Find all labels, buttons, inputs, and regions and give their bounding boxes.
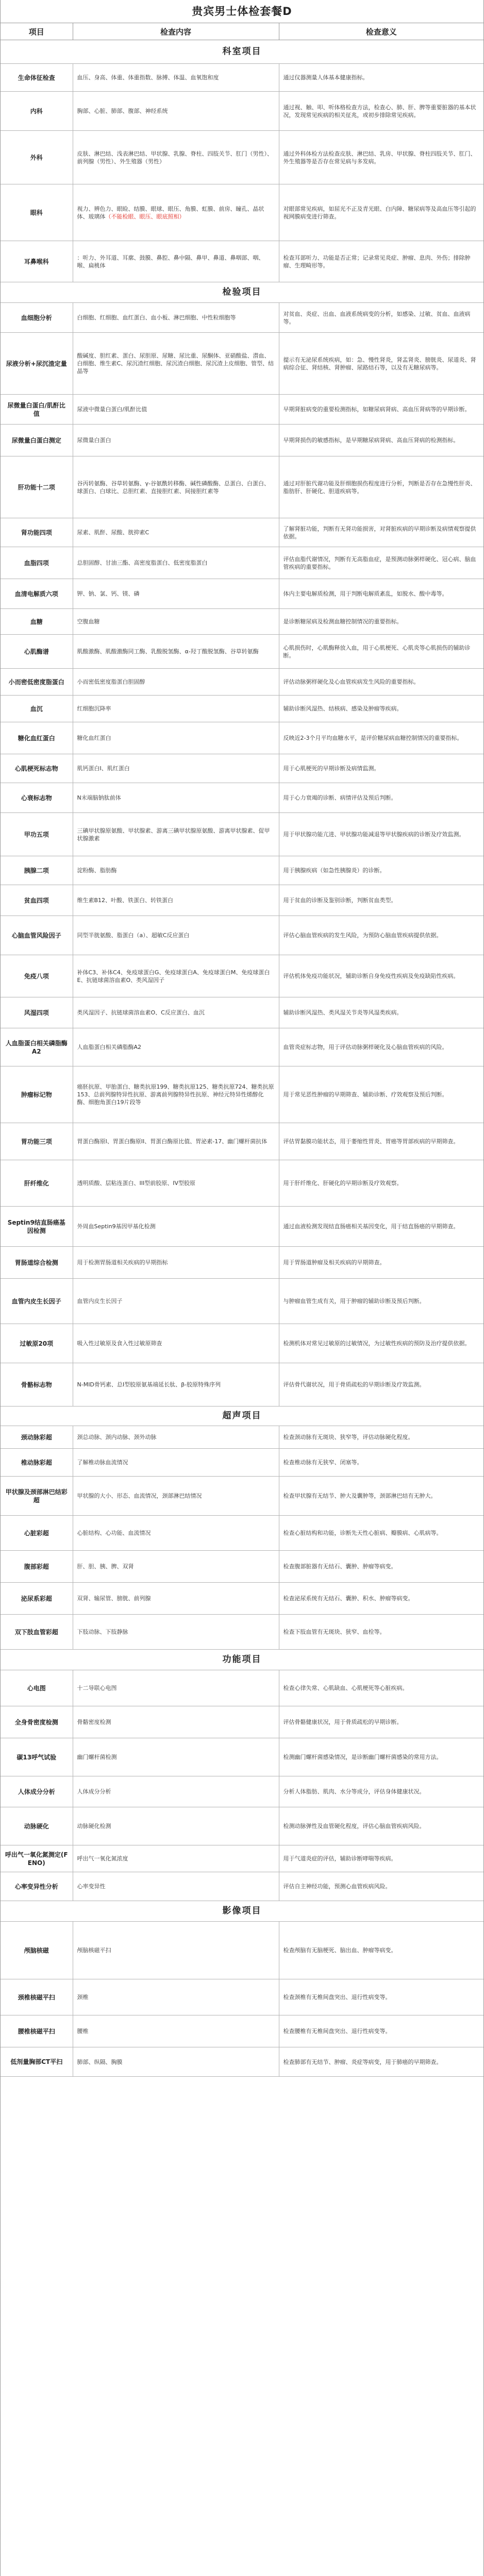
item-meaning: 评估胃黏膜功能状态，用于萎缩性胃炎、胃癌等胃部疾病的早期筛查。: [279, 1123, 483, 1160]
item-content: 尿素、肌酐、尿酸、胱抑素C: [77, 529, 149, 536]
item-name: 低剂量胸部CT平扫: [1, 2047, 73, 2077]
table-row: [1, 241, 483, 282]
item-content-cell: [73, 547, 279, 579]
item-meaning: 早期肾损伤的敏感指标，是早期糖尿病肾病、高血压肾病的检测指标。: [279, 425, 483, 456]
item-meaning: 体内主要电解质检测，用于判断电解质紊乱，如脱水、酸中毒等。: [279, 579, 483, 609]
item-name: 尿微量白蛋白测定: [1, 425, 73, 456]
item-name: 双下肢血管彩超: [1, 1615, 73, 1650]
item-content: 尿微量白蛋白: [77, 437, 111, 444]
item-content: 小而密低密度脂蛋白胆固醇: [77, 679, 145, 685]
item-meaning: 用于心力衰竭的诊断、病情评估及预后判断。: [279, 783, 483, 813]
item-content: 心脏结构、心功能、血流情况: [77, 1530, 151, 1536]
item-content: 三碘甲状腺原氨酸、甲状腺素、游离三碘甲状腺原氨酸、游离甲状腺素、促甲状腺激素: [77, 827, 270, 842]
item-name: 心脑血管风险因子: [1, 916, 73, 955]
item-name: 碳13呼气试验: [1, 1738, 73, 1776]
table-row: [1, 1207, 483, 1247]
item-name: 内科: [1, 92, 73, 131]
table-row: [1, 1922, 483, 1979]
section-title: 超声项目: [1, 1406, 483, 1426]
table-row: [1, 696, 483, 722]
item-meaning: 辅助诊断风湿热、结核病、感染及肿瘤等疾病。: [279, 696, 483, 722]
item-meaning: 了解肾脏功能，判断有无肾功能损害，对肾脏疾病的早期诊断及病情观察提供依据。: [279, 518, 483, 547]
item-content-cell: [73, 1028, 279, 1066]
item-meaning: 评估血脂代谢情况，判断有无高脂血症，是预测动脉粥样硬化、冠心病、脑血管疾病的重要指标。: [279, 547, 483, 579]
table-row: [1, 1776, 483, 1807]
item-content: 透明质酸、层粘连蛋白、III型前胶原、IV型胶原: [77, 1180, 196, 1187]
item-name: 椎动脉彩超: [1, 1449, 73, 1477]
item-name: Septin9结直肠癌基因检测: [1, 1207, 73, 1247]
item-meaning: 心肌损伤时，心肌酶释放入血，用于心肌梗死、心肌炎等心肌损伤的辅助诊断。: [279, 635, 483, 669]
item-content-cell: [73, 722, 279, 754]
item-name: 肝功能十二项: [1, 456, 73, 518]
item-name: 腹部彩超: [1, 1551, 73, 1583]
item-meaning: 检测动脉弹性及血管硬化程度，评估心脑血管疾病风险。: [279, 1807, 483, 1845]
table-row: [1, 1807, 483, 1845]
item-meaning: 分析人体脂肪、肌肉、水分等成分，评估身体健康状况。: [279, 1776, 483, 1807]
table-row: [1, 2015, 483, 2047]
item-content: 谷丙转氨酶、谷草转氨酶、γ-谷氨酰转移酶、碱性磷酸酶、总蛋白、白蛋白、球蛋白、白球比、总胆红素、直接胆红素、间接胆红素等: [77, 480, 270, 495]
table-row: [1, 333, 483, 395]
item-content: 癌胚抗原、甲胎蛋白、糖类抗原199、糖类抗原125、糖类抗原724、糖类抗原153、总前列腺特异性抗原、游离前列腺特异性抗原、神经元特异性烯醇化酶、细胞角蛋白19片段等: [77, 1083, 274, 1106]
item-content-cell: [73, 885, 279, 916]
table-row: [1, 1738, 483, 1776]
item-meaning: 用于贫血的诊断及鉴别诊断，判断贫血类型。: [279, 885, 483, 916]
item-content: 腰椎: [77, 2028, 89, 2035]
table-row: [1, 1066, 483, 1123]
table-row: [1, 1363, 483, 1406]
item-content: 颅脑核磁平扫: [77, 1947, 111, 1954]
item-content-cell: [73, 1207, 279, 1247]
item-meaning: 通过视、触、叩、听体格检查方法，检查心、肺、肝、脾等重要脏器的基本状况，发现常见疾病的相关征兆，或初步排除常见疾病。: [279, 92, 483, 131]
item-content: 外周血Septin9基因甲基化检测: [77, 1223, 156, 1230]
table-row: [1, 813, 483, 856]
item-name: 外科: [1, 131, 73, 184]
item-content-cell: [73, 1160, 279, 1207]
item-meaning: 检查颅脑有无脑梗死、脑出血、肿瘤等病变。: [279, 1922, 483, 1979]
table-row: [1, 955, 483, 997]
item-content: ：听力、外耳道、耳廓、鼓膜、鼻腔、鼻中隔、鼻甲、鼻道、鼻咽部、咽、喉、扁桃体: [77, 254, 264, 269]
section-title: 功能项目: [1, 1650, 483, 1670]
table-row: [1, 1449, 483, 1477]
item-meaning: 早期肾脏病变的重要检测指标，如糖尿病肾病、高血压肾病等的早期诊断。: [279, 395, 483, 425]
table-row: [1, 1551, 483, 1583]
item-content-cell: [73, 1516, 279, 1551]
item-name: 胰腺二项: [1, 856, 73, 885]
item-meaning: 检测幽门螺杆菌感染情况，是诊断幽门螺杆菌感染的常用方法。: [279, 1738, 483, 1776]
item-content-cell: [73, 395, 279, 425]
item-name: 糖化血红蛋白: [1, 722, 73, 754]
item-meaning: 通过血液检测发现结直肠癌相关基因变化，用于结直肠癌的早期筛查。: [279, 1207, 483, 1247]
item-meaning: 用于心肌梗死的早期诊断及病情监测。: [279, 754, 483, 783]
table-row: [1, 885, 483, 916]
item-content: 幽门螺杆菌检测: [77, 1754, 117, 1760]
item-meaning: 血管炎症标志物，用于评估动脉粥样硬化及心脑血管疾病的风险。: [279, 1028, 483, 1066]
item-content: 人体成分分析: [77, 1788, 111, 1795]
section-header-row: [1, 1650, 483, 1670]
item-meaning: 检查肺部有无结节、肿瘤、炎症等病变，用于肺癌的早期筛查。: [279, 2047, 483, 2077]
item-content: 血压、身高、体重、体重指数、脉搏、体温、血氧饱和度: [77, 74, 219, 81]
table-row: [1, 1247, 483, 1279]
item-name: 肝纤维化: [1, 1160, 73, 1207]
item-name: 心肌酶谱: [1, 635, 73, 669]
header-meaning: 检查意义: [279, 23, 483, 40]
item-meaning: 评估动脉粥样硬化及心血管疾病发生风险的重要指标。: [279, 669, 483, 696]
item-content-cell: [73, 456, 279, 518]
item-meaning: 用于胰腺疾病（如急性胰腺炎）的诊断。: [279, 856, 483, 885]
table-row: [1, 1279, 483, 1324]
item-content-cell: [73, 1872, 279, 1901]
table-row: [1, 1160, 483, 1207]
item-name: 风湿四项: [1, 997, 73, 1028]
item-meaning: 通过仪器测量人体基本健康指标。: [279, 64, 483, 92]
header-item: 项目: [1, 23, 73, 40]
item-content: N末端脑钠肽前体: [77, 794, 121, 801]
table-row: [1, 1123, 483, 1160]
table-row: [1, 425, 483, 456]
item-content-cell: [73, 1807, 279, 1845]
item-name: 胃肠道综合检测: [1, 1247, 73, 1279]
item-content: 十二导联心电图: [77, 1685, 117, 1691]
item-content-cell: [73, 333, 279, 395]
item-name: 眼科: [1, 184, 73, 241]
item-content-cell: [73, 997, 279, 1028]
item-content-cell: [73, 184, 279, 241]
item-content-note: （不能检眼、眼压、眼底照相）: [105, 213, 185, 220]
table-row: [1, 131, 483, 184]
item-meaning: 检查颈椎有无椎间盘突出、退行性病变等。: [279, 1979, 483, 2015]
item-name: 心衰标志物: [1, 783, 73, 813]
table-row: [1, 635, 483, 669]
item-content: 肺部、纵隔、胸膜: [77, 2058, 123, 2065]
item-content: 皮肤、淋巴结、浅表淋巴结、甲状腺、乳腺、脊柱、四肢关节、肛门（男性）、前列腺（男性）、外生殖器（男性）: [77, 150, 273, 165]
item-name: 呼出气一氧化氮测定(FENO): [1, 1845, 73, 1872]
section-title: 影像项目: [1, 1901, 483, 1922]
item-name: 血清电解质六项: [1, 579, 73, 609]
item-meaning: 反映近2-3个月平均血糖水平，是评价糖尿病血糖控制情况的重要指标。: [279, 722, 483, 754]
item-meaning: 检查椎动脉有无狭窄、闭塞等。: [279, 1449, 483, 1477]
section-header-row: [1, 1406, 483, 1426]
table-row: [1, 609, 483, 635]
item-content: 钾、钠、氯、钙、镁、磷: [77, 590, 140, 597]
item-content: 胃蛋白酶原I、胃蛋白酶原II、胃蛋白酶原比值、胃泌素-17、幽门螺杆菌抗体: [77, 1138, 268, 1145]
table-row: [1, 997, 483, 1028]
table-row: [1, 1845, 483, 1872]
item-content-cell: [73, 1426, 279, 1449]
table-row: [1, 1872, 483, 1901]
item-content: 了解椎动脉血流情况: [77, 1459, 128, 1466]
item-content: 视力、辨色力、眼睑、结膜、眼球、眼压、角膜、虹膜、前房、瞳孔、晶状体、玻璃体: [77, 205, 264, 220]
item-meaning: 通过对肝脏代谢功能及肝细胞损伤程度进行分析，判断是否存在急慢性肝炎、脂肪肝、肝硬化、胆道疾病等。: [279, 456, 483, 518]
item-name: 颈椎核磁平扫: [1, 1979, 73, 2015]
item-content-cell: [73, 813, 279, 856]
item-meaning: 提示有无泌尿系统疾病，如：急、慢性肾炎，肾盂肾炎、膀胱炎、尿道炎、肾病综合征、肾结核、肾肿瘤、尿路结石等，以及有无糖尿病等。: [279, 333, 483, 395]
table-row: [1, 547, 483, 579]
item-content-cell: [73, 856, 279, 885]
table-row: [1, 1706, 483, 1738]
item-meaning: 评估心脑血管疾病的发生风险，为预防心脑血管疾病提供依据。: [279, 916, 483, 955]
item-meaning: 检查腰椎有无椎间盘突出、退行性病变等。: [279, 2015, 483, 2047]
item-name: 耳鼻喉科: [1, 241, 73, 282]
item-name: 尿微量白蛋白/肌酐比值: [1, 395, 73, 425]
table-row: [1, 669, 483, 696]
item-content-cell: [73, 609, 279, 635]
item-content-cell: [73, 1551, 279, 1583]
table-row: [1, 184, 483, 241]
item-name: 尿液分析+尿沉渣定量: [1, 333, 73, 395]
table-row: [1, 783, 483, 813]
item-meaning: 用于气道炎症的评估，辅助诊断哮喘等疾病。: [279, 1845, 483, 1872]
item-content-cell: [73, 518, 279, 547]
item-content-cell: [73, 1449, 279, 1477]
section-header-row: [1, 1901, 483, 1922]
item-meaning: 检查心脏结构和功能，诊断先天性心脏病、瓣膜病、心肌病等。: [279, 1516, 483, 1551]
item-meaning: 用于肝纤维化、肝硬化的早期诊断及疗效观察。: [279, 1160, 483, 1207]
item-content-cell: [73, 1324, 279, 1363]
item-content-cell: [73, 916, 279, 955]
item-content: 肌酸激酶、肌酸激酶同工酶、乳酸脱氢酶、α-羟丁酸脱氢酶、谷草转氨酶: [77, 648, 259, 655]
item-name: 血糖: [1, 609, 73, 635]
item-content: 同型半胱氨酸、脂蛋白（a）、超敏C反应蛋白: [77, 932, 190, 939]
item-content: 血管内皮生长因子: [77, 1298, 123, 1304]
item-content: 肝、胆、胰、脾、双肾: [77, 1563, 134, 1570]
table-row: [1, 754, 483, 783]
item-meaning: 辅助诊断风湿热、类风湿关节炎等风湿类疾病。: [279, 997, 483, 1028]
item-name: 肾功能四项: [1, 518, 73, 547]
item-name: 骨骼标志物: [1, 1363, 73, 1406]
item-content-cell: [73, 635, 279, 669]
item-meaning: 评估机体免疫功能状况，辅助诊断自身免疫性疾病及免疫缺陷性疾病。: [279, 955, 483, 997]
item-name: 泌尿系彩超: [1, 1583, 73, 1615]
item-name: 心肌梗死标志物: [1, 754, 73, 783]
item-content: 维生素B12、叶酸、铁蛋白、转铁蛋白: [77, 897, 174, 904]
item-content-cell: [73, 92, 279, 131]
item-name: 心率变异性分析: [1, 1872, 73, 1901]
item-content: 颈椎: [77, 1994, 89, 2001]
table-row: [1, 722, 483, 754]
item-name: 心脏彩超: [1, 1516, 73, 1551]
item-meaning: 检查腹部脏器有无结石、囊肿、肿瘤等病变。: [279, 1551, 483, 1583]
item-content-cell: [73, 1066, 279, 1123]
item-content: 尿液中微量白蛋白/肌酐比值: [77, 406, 147, 413]
item-content: 淀粉酶、脂肪酶: [77, 867, 117, 874]
section-header-row: [1, 282, 483, 303]
item-name: 人血脂蛋白相关磷脂酶A2: [1, 1028, 73, 1066]
item-content: 下肢动脉、下肢静脉: [77, 1629, 128, 1635]
item-meaning: 对贫血、炎症、出血、血液系统病变的分析，如感染、过敏、贫血、血液病等。: [279, 303, 483, 333]
table-row: [1, 579, 483, 609]
section-title: 科室项目: [1, 40, 483, 64]
table-row: [1, 92, 483, 131]
item-content: 糖化血红蛋白: [77, 735, 111, 741]
table-row: [1, 1477, 483, 1516]
table-row: [1, 2047, 483, 2077]
item-content-cell: [73, 1615, 279, 1650]
item-content: 用于检测胃肠道相关疾病的早期指标: [77, 1259, 168, 1266]
table-row: [1, 1583, 483, 1615]
item-content-cell: [73, 1583, 279, 1615]
item-name: 动脉硬化: [1, 1807, 73, 1845]
item-name: 血细胞分析: [1, 303, 73, 333]
item-content: 类风湿因子、抗链球菌溶血素O、C反应蛋白、血沉: [77, 1009, 205, 1016]
page-title: 贵宾男士体检套餐D: [1, 0, 483, 23]
item-name: 免疫八项: [1, 955, 73, 997]
item-content-cell: [73, 425, 279, 456]
item-name: 颅脑核磁: [1, 1922, 73, 1979]
item-content-cell: [73, 1922, 279, 1979]
item-meaning: 是诊断糖尿病及检测血糖控制情况的重要指标。: [279, 609, 483, 635]
item-content-cell: [73, 1979, 279, 2015]
item-content-cell: [73, 1123, 279, 1160]
item-content-cell: [73, 303, 279, 333]
item-name: 血管内皮生长因子: [1, 1279, 73, 1324]
item-name: 甲功五项: [1, 813, 73, 856]
item-name: 全身骨密度检测: [1, 1706, 73, 1738]
item-name: 小而密低密度脂蛋白: [1, 669, 73, 696]
item-content: 空腹血糖: [77, 618, 100, 625]
item-content-cell: [73, 669, 279, 696]
table-row: [1, 303, 483, 333]
item-content: N-MID骨钙素、总I型胶原氨基端延长肽、β-胶原特殊序列: [77, 1381, 221, 1388]
item-meaning: 通过外科体检方法检查皮肤、淋巴结、乳房、甲状腺、脊柱四肢关节、肛门、外生殖器等是否存在常见病与多发病。: [279, 131, 483, 184]
item-content: 双肾、输尿管、膀胱、前列腺: [77, 1595, 151, 1602]
item-meaning: 用于常见恶性肿瘤的早期筛查、辅助诊断、疗效观察及预后判断。: [279, 1066, 483, 1123]
item-name: 血脂四项: [1, 547, 73, 579]
item-name: 肿瘤标记物: [1, 1066, 73, 1123]
item-content-cell: [73, 783, 279, 813]
item-meaning: 检查心律失常、心肌缺血、心肌梗死等心脏疾病。: [279, 1670, 483, 1706]
item-name: 甲状腺及颈部淋巴结彩超: [1, 1477, 73, 1516]
item-content-cell: [73, 1670, 279, 1706]
item-content-cell: [73, 1776, 279, 1807]
section-title: 检验项目: [1, 282, 483, 303]
table-row: [1, 916, 483, 955]
table-row: [1, 518, 483, 547]
table-header-row: [1, 23, 483, 40]
package-table: [1, 23, 483, 2077]
item-meaning: 用于甲状腺功能亢进、甲状腺功能减退等甲状腺疾病的诊断及疗效监测。: [279, 813, 483, 856]
item-content: 酸碱度、胆红素、蛋白、尿胆原、尿糖、尿比重、尿酮体、亚硝酸盐、潜血、白细胞、维生素C、尿沉渣红细胞、尿沉渣白细胞、尿沉渣上皮细胞、管型、结晶等: [77, 352, 274, 375]
item-meaning: 评估骨代谢状况，用于骨质疏松的早期诊断及疗效监测。: [279, 1363, 483, 1406]
item-content-cell: [73, 1706, 279, 1738]
item-content: 动脉硬化检测: [77, 1823, 111, 1829]
item-content-cell: [73, 1738, 279, 1776]
item-content-cell: [73, 955, 279, 997]
item-content: 胸部、心脏、肺部、腹部、神经系统: [77, 108, 168, 114]
table-row: [1, 1615, 483, 1650]
item-content-cell: [73, 2047, 279, 2077]
table-row: [1, 1324, 483, 1363]
table-row: [1, 64, 483, 92]
item-content-cell: [73, 1363, 279, 1406]
item-content-cell: [73, 1477, 279, 1516]
item-content: 呼出气一氧化氮浓度: [77, 1855, 128, 1862]
item-name: 生命体征检查: [1, 64, 73, 92]
table-row: [1, 395, 483, 425]
item-name: 胃功能三项: [1, 1123, 73, 1160]
item-content: 甲状腺的大小、形态、血流情况，颈部淋巴结情况: [77, 1493, 202, 1499]
item-content-cell: [73, 64, 279, 92]
item-content-cell: [73, 1279, 279, 1324]
item-content: 骨骼密度检测: [77, 1719, 111, 1725]
item-meaning: 检查颈动脉有无斑块、狭窄等，评估动脉硬化程度。: [279, 1426, 483, 1449]
section-header-row: [1, 40, 483, 64]
table-row: [1, 1028, 483, 1066]
item-name: 颈动脉彩超: [1, 1426, 73, 1449]
table-row: [1, 456, 483, 518]
item-meaning: 评估骨骼健康状况，用于骨质疏松的早期诊断。: [279, 1706, 483, 1738]
item-meaning: 检查甲状腺有无结节、肿大及囊肿等，颈部淋巴结有无肿大。: [279, 1477, 483, 1516]
item-content: 肌钙蛋白I、肌红蛋白: [77, 765, 130, 772]
item-name: 血沉: [1, 696, 73, 722]
item-content: 吸入性过敏原及食入性过敏原筛查: [77, 1340, 162, 1347]
item-content: 心率变异性: [77, 1883, 106, 1890]
item-meaning: 与肿瘤血管生成有关，用于肿瘤的辅助诊断及预后判断。: [279, 1279, 483, 1324]
item-content-cell: [73, 696, 279, 722]
item-name: 腰椎核磁平扫: [1, 2015, 73, 2047]
item-content-cell: [73, 1247, 279, 1279]
table-row: [1, 1516, 483, 1551]
item-content: 人血脂蛋白相关磷脂酶A2: [77, 1044, 142, 1050]
item-meaning: 检测机体对常见过敏原的过敏情况，为过敏性疾病的预防及治疗提供依据。: [279, 1324, 483, 1363]
item-content-cell: [73, 131, 279, 184]
table-row: [1, 1979, 483, 2015]
item-name: 贫血四项: [1, 885, 73, 916]
table-body: [1, 40, 483, 2077]
item-content-cell: [73, 579, 279, 609]
table-row: [1, 1426, 483, 1449]
header-content: 检查内容: [73, 23, 279, 40]
item-meaning: 用于胃肠道肿瘤及相关疾病的早期筛查。: [279, 1247, 483, 1279]
item-meaning: 检查泌尿系统有无结石、囊肿、积水、肿瘤等病变。: [279, 1583, 483, 1615]
item-content-cell: [73, 2015, 279, 2047]
table-row: [1, 856, 483, 885]
item-meaning: 检查耳部听力、功能是否正常；记录常见炎症、肿瘤、息肉、外伤；排除肿瘤、生理畸形等。: [279, 241, 483, 282]
item-content: 总胆固醇、甘油三酯、高密度脂蛋白、低密度脂蛋白: [77, 560, 208, 566]
item-name: 人体成分分析: [1, 1776, 73, 1807]
table-row: [1, 1670, 483, 1706]
item-content: 补体C3、补体C4、免疫球蛋白G、免疫球蛋白A、免疫球蛋白M、免疫球蛋白E、抗链球菌溶血素O、类风湿因子: [77, 969, 270, 984]
item-meaning: 对眼部常见疾病，如屈光不正及青光眼、白内障、糖尿病等及高血压等引起的视网膜病变进行筛查。: [279, 184, 483, 241]
item-content-cell: [73, 241, 279, 282]
item-content: 红细胞沉降率: [77, 705, 111, 712]
item-content-cell: [73, 1845, 279, 1872]
item-name: 过敏原20项: [1, 1324, 73, 1363]
item-meaning: 检查下肢血管有无斑块、狭窄、血栓等。: [279, 1615, 483, 1650]
item-content-cell: [73, 754, 279, 783]
item-meaning: 评估自主神经功能，预测心血管疾病风险。: [279, 1872, 483, 1901]
item-name: 心电图: [1, 1670, 73, 1706]
item-content: 颈总动脉、颈内动脉、颈外动脉: [77, 1434, 157, 1440]
item-content: 白细胞、红细胞、血红蛋白、血小板、淋巴细胞、中性粒细胞等: [77, 314, 236, 321]
